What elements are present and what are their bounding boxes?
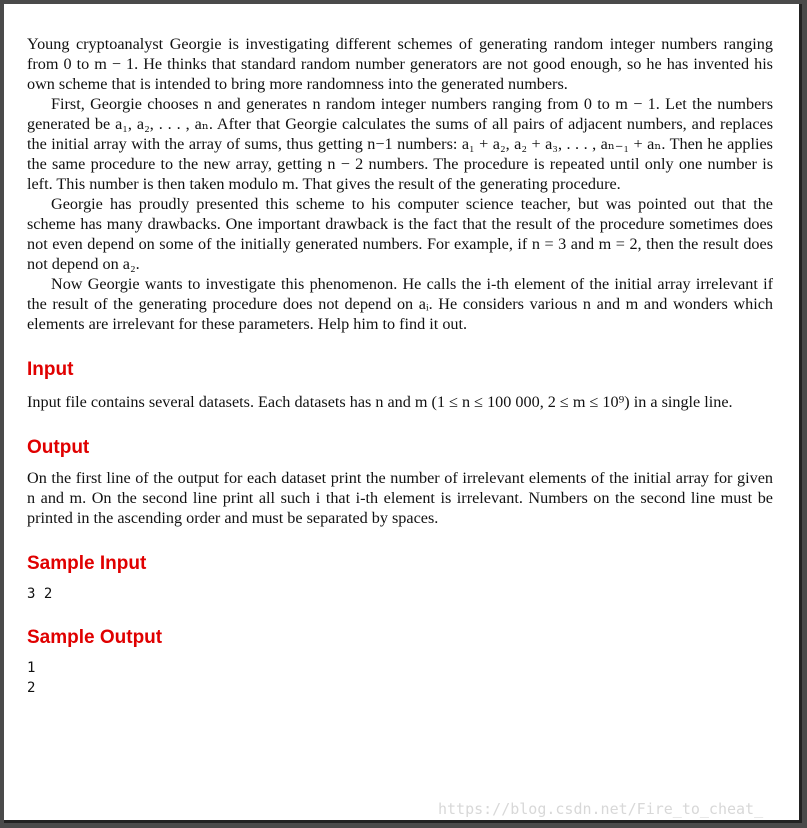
statement-paragraph-3: Georgie has proudly presented this scheme to his computer science teacher, but was pointed out that the scheme has many drawbacks. One important drawback is the fact that the result of the procedure sometimes does not even depend on some of the initially generated numbers. For example, if n = 3 and m = 2, then the result does not depend on a₂. [27,195,773,273]
sample-input-text: 3 2 [27,586,53,602]
problem-content [27,34,773,698]
input-heading: Input [27,359,74,380]
input-text: Input file contains several datasets. Each datasets has n and m (1 ≤ n ≤ 100 000, 2 ≤ m ≤ 10⁹) in a single line. [27,393,733,411]
watermark: https://blog.csdn.net/Fire_to_cheat_ [438,800,764,818]
statement-paragraph-2: First, Georgie chooses n and generates n random integer numbers ranging from 0 to m − 1. Let the numbers generated be a₁, a₂, . . . , aₙ. After that Georgie calculates the sums of all pairs of adjacent numbers, and replaces the initial array with the array of sums, thus getting n−1 numbers: a₁ + a₂, a₂ + a₃, . . . , aₙ₋₁ + aₙ. Then he applies the same procedure to the new array, getting n − 2 numbers. The procedure is repeated until only one number is left. This number is then taken modulo m. That gives the result of the generating procedure. [27,95,773,193]
statement-paragraph-4: Now Georgie wants to investigate this phenomenon. He calls the i-th element of the initial array irrelevant if the result of the generating procedure does not depend on aᵢ. He considers various n and m and wonders which elements are irrelevant for these parameters. Help him to find it out. [27,275,773,333]
output-heading: Output [27,437,90,458]
sample-output-text: 1 2 [27,660,36,696]
sample-input-heading: Sample Input [27,553,147,574]
document-page [4,4,802,823]
statement-paragraph-1: Young cryptoanalyst Georgie is investigating different schemes of generating random integer numbers ranging from 0 to m − 1. He thinks that standard random number generators are not good enough, so he has invented his own scheme that is intended to bring more randomness into the generated numbers. [27,35,773,93]
sample-output-heading: Sample Output [27,627,163,648]
output-text: On the first line of the output for each dataset print the number of irrelevant elements of the initial array for given n and m. On the second line print all such i that i-th element is irrelevant. Numbers on the second line must be printed in the ascending order and must be separated by spaces. [27,469,773,527]
